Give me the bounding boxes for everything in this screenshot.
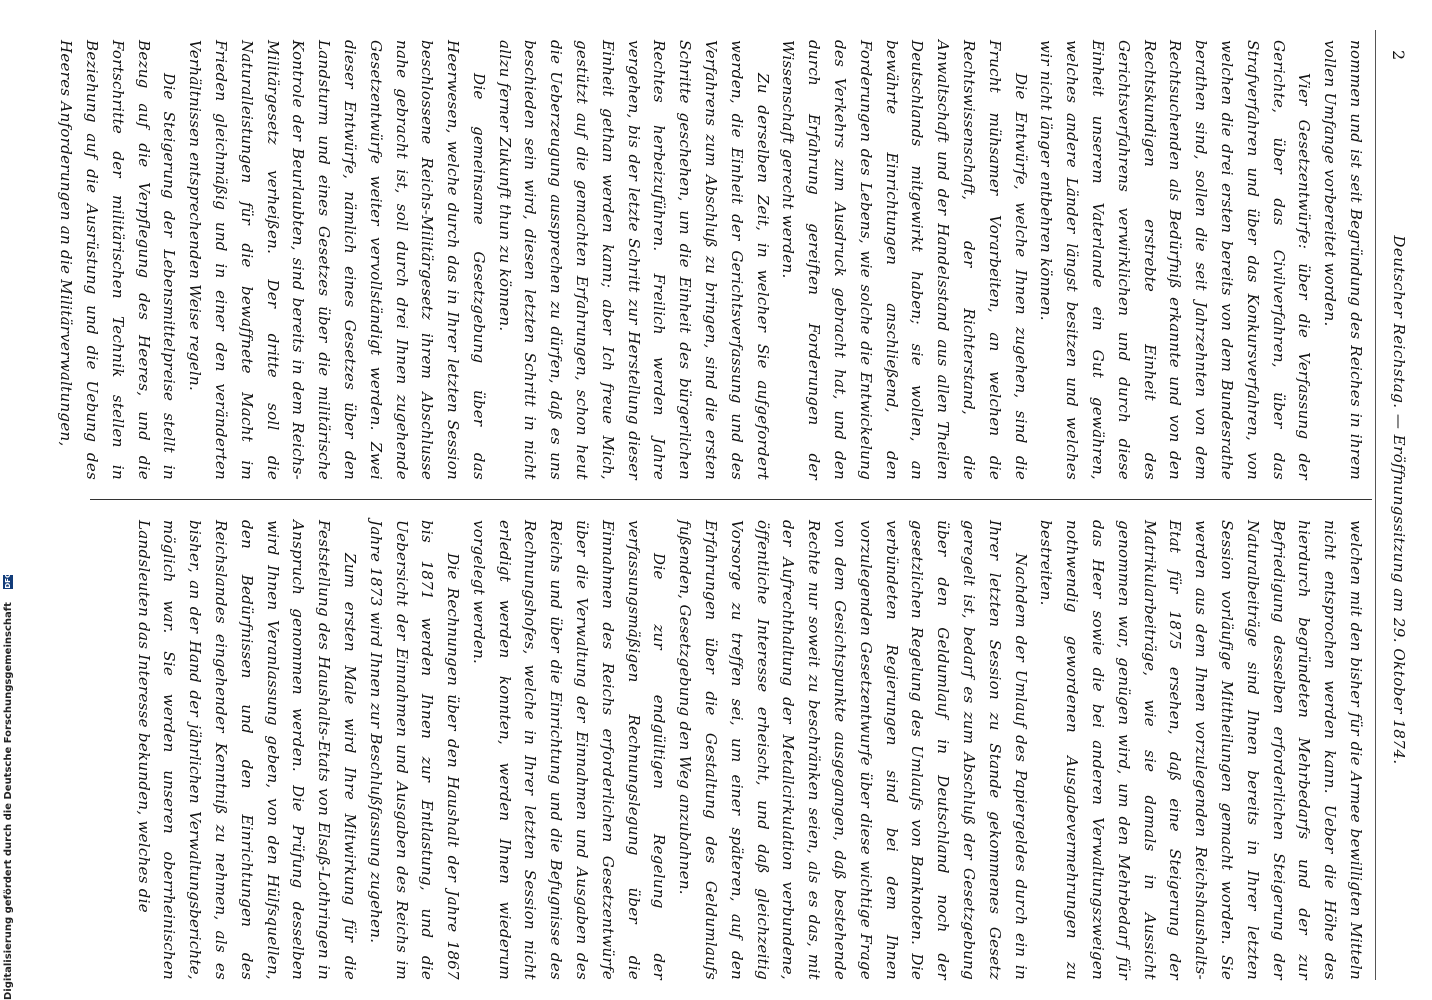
paragraph: Die gemeinsame Gesetzgebung über das Heerwesen, welche durch das in Ihrer letzten Session beschlossene Reichs-Militärgesetz ihrem Abschlusse nahe gebracht ist, soll durch drei Ihnen zugehende Gesetzentwürfe weiter vervollständigt werden. Zwei dieser Entwürfe, nämlich eines Gesetzes über den Landsturm und eines Gesetzes über die militärische Kontrole der Beurlaubten, sind bereits in dem Reichs-Militärgesetz verheißen. Der dritte soll die Naturalleistungen für die bewaffnete Macht im Frieden gleichmäßig und in einer den veränderten Verhältnissen entsprechenden Weise regeln. <box>186 40 488 480</box>
paragraph: Die zur endgültigen Regelung der verfassungsmäßigen Rechnungslegung über die Einnahmen des Reichs erforderlichen Gesetzentwürfe über die Verwaltung der Einnahmen und Ausgaben des Reichs und über die Einrichtung und die Befugnisse des Rechnungshofes, welche in Ihrer letzten Session nicht erledigt werden konnten, werden Ihnen wiederum vorgelegt werden. <box>469 520 669 980</box>
margin-strip <box>0 0 18 1000</box>
paragraph: Die Rechnungen über den Haushalt der Jahre 1867 bis 1871 werden Ihnen zur Entlastung, und die Uebersicht der Einnahmen und Ausgaben des Reichs im Jahre 1873 wird Ihnen zur Beschlußfassung zugehen. <box>366 520 463 980</box>
paragraph: welchen mit den bisher für die Armee bewilligten Mitteln nicht entsprochen werden kann. Ueber die Höhe des hierdurch begründeten Mehrbedarfs und der zur Befriedigung desselben erforderlichen Steigerung der Naturalbeiträge sind Ihnen bereits in Ihrer letzten Session vorläufige Mittheilungen gemacht worden. Sie werden aus dem Ihnen vorzulegenden Reichshaushalts-Etat für 1875 ersehen, daß eine Steigerung der Matrikularbeiträge, wie sie damals in Aussicht genommen war, genügen wird, um den Mehrbedarf für das Heer sowie die bei anderen Verwaltungszweigen nothwendig gewordenen Ausgabevermehrungen zu bestreiten. <box>1037 520 1365 980</box>
page-header <box>1384 20 1412 980</box>
right-column <box>120 520 1368 980</box>
digitization-credit <box>0 0 18 1000</box>
paragraph: Zum ersten Male wird Ihre Mitwirkung für die Feststellung des Haushalts-Etats von Elsaß-Lothringen in Anspruch genommen werden. Die Prüfung desselben wird Ihnen Veranlassung geben, von den Hülfsquellen, den Bedürfnissen und den Einrichtungen des Reichslandes eingehender Kenntniß zu nehmen, als es bisher, an der Hand der jährlichen Verwaltungsberichte, möglich war. Sie werden unseren oberrheinischen Landsleuten das Interesse bekunden, welches die <box>134 520 359 980</box>
paragraph: Die Steigerung der Lebensmittelpreise stellt in Bezug auf die Verpflegung des Heeres, und die Fortschritte der militärischen Technik stellen in Beziehung auf die Ausrüstung und die Uebung des Heeres Anforderungen an die Militärverwaltungen, <box>57 40 179 480</box>
scanned-page <box>57 0 1420 1000</box>
paragraph: Nachdem der Umlauf des Papiergeldes durch ein in Ihrer letzten Session zu Stande gekommenes Gesetz geregelt ist, bedarf es zum Abschluß der Gesetzgebung über den Geldumlauf in Deutschland noch der gesetzlichen Regelung des Umlaufs von Banknoten. Die verbündeten Regierungen sind bei dem Ihnen vorzulegenden Gesetzentwurfe über diese wichtige Frage von dem Gesichtspunkte ausgegangen, daß bestehende Rechte nur soweit zu beschränken seien, als es das, mit der Aufrechthaltung der Metallcirkulation verbundene, öffentliche Interesse erheischt, und daß gleichzeitig Vorsorge zu treffen sei, um einer späteren, auf den Erfahrungen über die Gestaltung des Geldumlaufs fußenden, Gesetzgebung den Weg anzubahnen. <box>676 520 1030 980</box>
paragraph: Vier Gesetzentwürfe: über die Verfassung der Gerichte, über das Civilverfahren, über das Strafverfahren und über das Konkursverfahren, von welchen die drei ersten bereits von dem Bundesrathe berathen sind, sollen die seit Jahrzehnten von dem Rechtsuchenden als Bedürfniß erkannte und von den Rechtskundigen erstrebte Einheit des Gerichtsverfahrens verwirklichen und durch diese Einheit unserem Vaterlande ein Gut gewähren, welches andere Länder längst besitzen und welches wir nicht länger entbehren können. <box>1037 40 1314 480</box>
column-divider <box>90 499 1372 500</box>
page-number: 2 <box>1389 50 1408 61</box>
paragraph: Zu derselben Zeit, in welcher Sie aufgefordert werden, die Einheit der Gerichtsverfassung und des Verfahrens zum Abschluß zu bringen, sind die ersten Schritte geschehen, um die Einheit des bürgerlichen Rechtes herbeizuführen. Freilich werden Jahre vergehen, bis der letzte Schritt zur Herstellung dieser Einheit gethan werden kann; aber Ich freue Mich, gestützt auf die gemachten Erfahrungen, schon heut die Ueberzeugung aussprechen zu dürfen, daß es uns beschieden sein wird, diesen letzten Schritt in nicht allzu ferner Zukunft thun zu können. <box>495 40 772 480</box>
left-column <box>57 40 1368 480</box>
paragraph: nommen und ist seit Begründung des Reiches in ihrem vollen Umfange vorbereitet worden. <box>1321 40 1365 480</box>
running-title: Deutscher Reichstag. — Eröffnungssitzung am 29. Oktober 1874. <box>1390 235 1408 765</box>
credit-text: Digitalisierung gefördert durch die Deutsche Forschungsgemeinschaft <box>3 602 14 1000</box>
dfg-logo-icon: DFG <box>4 572 12 589</box>
paragraph: Die Entwürfe, welche Ihnen zugehen, sind die Frucht mühsamer Vorarbeiten, an welchen die Rechtswissenschaft, der Richterstand, die Anwaltschaft und der Handelsstand aus allen Theilen Deutschlands mitgewirkt haben; sie wollen, an bewährte Einrichtungen anschließend, den Forderungen des Lebens, wie solche die Entwickelung des Verkehrs zum Ausdruck gebracht hat, und den durch Erfahrung gereiften Forderungen der Wissenschaft gerecht werden. <box>779 40 1030 480</box>
header-rule <box>1375 30 1376 980</box>
